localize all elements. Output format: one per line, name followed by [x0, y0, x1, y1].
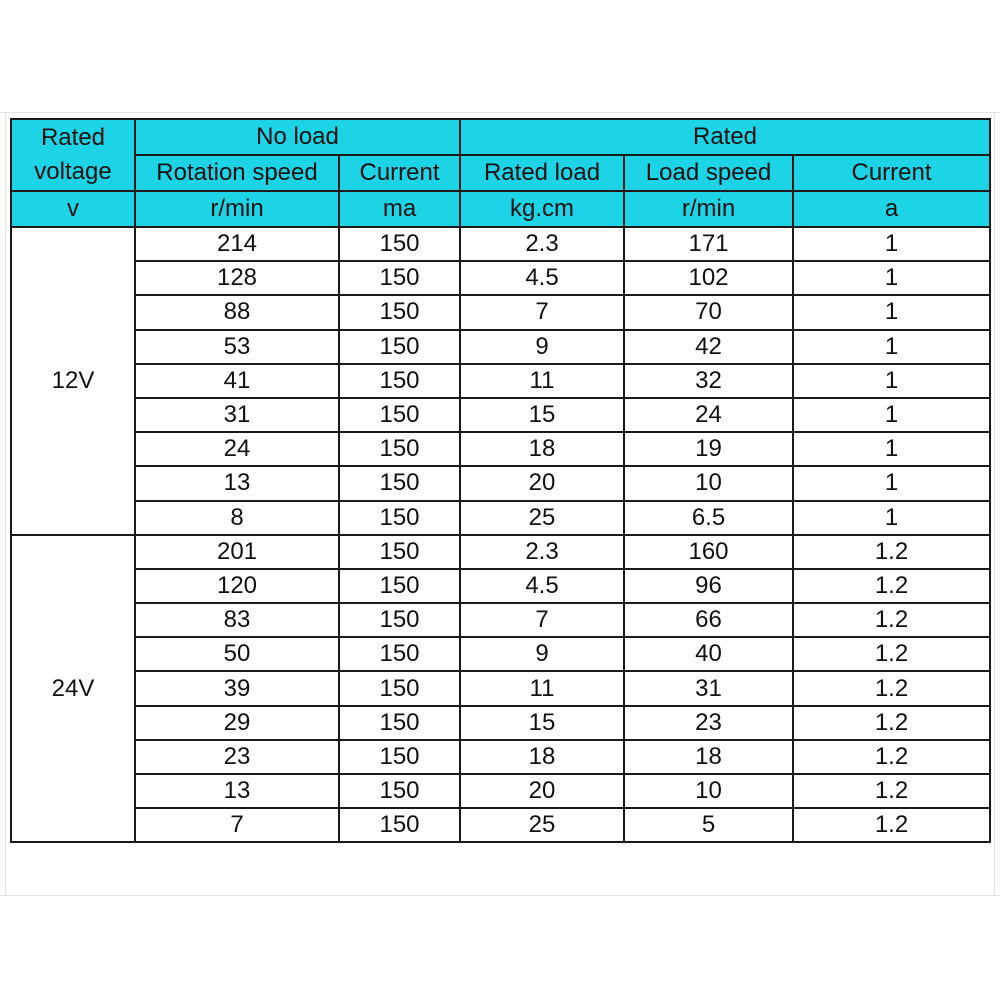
faint-gridline [0, 895, 1000, 896]
no-load-current-cell: 150 [339, 603, 460, 637]
no-load-current-cell: 150 [339, 706, 460, 740]
header-row-groups [11, 119, 990, 155]
no-load-current-cell: 150 [339, 774, 460, 808]
rotation-speed-cell: 83 [135, 603, 339, 637]
rotation-speed-cell: 29 [135, 706, 339, 740]
voltage-group-cell: 24V [11, 535, 135, 843]
rated-current-cell: 1 [793, 364, 990, 398]
rotation-speed-cell: 7 [135, 808, 339, 842]
table-row [11, 330, 990, 364]
rated-current-cell: 1 [793, 330, 990, 364]
no-load-current-cell: 150 [339, 432, 460, 466]
rotation-speed-cell: 41 [135, 364, 339, 398]
no-load-current-cell: 150 [339, 261, 460, 295]
table-row [11, 261, 990, 295]
load-speed-cell: 10 [624, 466, 793, 500]
table-row [11, 432, 990, 466]
rated-header: Rated [460, 119, 990, 155]
rated-load-cell: 2.3 [460, 535, 624, 569]
table-row [11, 295, 990, 329]
no-load-current-cell: 150 [339, 398, 460, 432]
no-load-current-cell: 150 [339, 330, 460, 364]
load-speed-cell: 23 [624, 706, 793, 740]
table-row [11, 501, 990, 535]
rotation-speed-cell: 120 [135, 569, 339, 603]
rated-load-cell: 25 [460, 501, 624, 535]
rotation-speed-cell: 201 [135, 535, 339, 569]
load-speed-cell: 24 [624, 398, 793, 432]
rated-current-cell: 1.2 [793, 671, 990, 705]
rated-voltage-header-line1: Rated [40, 124, 106, 151]
no-load-current-cell: 150 [339, 637, 460, 671]
no-load-current-unit: ma [339, 191, 460, 227]
rated-current-cell: 1.2 [793, 637, 990, 671]
faint-gridline [0, 112, 1000, 113]
load-speed-cell: 160 [624, 535, 793, 569]
no-load-current-cell: 150 [339, 295, 460, 329]
load-speed-cell: 31 [624, 671, 793, 705]
table-row [11, 774, 990, 808]
table-row [11, 671, 990, 705]
load-speed-cell: 18 [624, 740, 793, 774]
rotation-speed-cell: 31 [135, 398, 339, 432]
faint-gridline [994, 112, 995, 895]
rated-current-cell: 1 [793, 432, 990, 466]
rated-load-header: Rated load [460, 155, 624, 191]
rated-current-unit: a [793, 191, 990, 227]
rated-voltage-header [11, 119, 135, 191]
rated-current-cell: 1.2 [793, 706, 990, 740]
table-row [11, 706, 990, 740]
rated-current-cell: 1 [793, 227, 990, 261]
rated-current-cell: 1.2 [793, 535, 990, 569]
rated-load-cell: 9 [460, 330, 624, 364]
rated-load-cell: 18 [460, 740, 624, 774]
load-speed-cell: 66 [624, 603, 793, 637]
table-row [11, 569, 990, 603]
load-speed-cell: 32 [624, 364, 793, 398]
load-speed-unit: r/min [624, 191, 793, 227]
header-row-columns [11, 155, 990, 191]
load-speed-cell: 102 [624, 261, 793, 295]
load-speed-cell: 70 [624, 295, 793, 329]
table-row [11, 535, 990, 569]
rated-load-cell: 18 [460, 432, 624, 466]
rotation-speed-cell: 128 [135, 261, 339, 295]
voltage-unit: v [11, 191, 135, 227]
rated-load-cell: 2.3 [460, 227, 624, 261]
rated-current-cell: 1 [793, 398, 990, 432]
rated-current-cell: 1.2 [793, 774, 990, 808]
table-row [11, 740, 990, 774]
rotation-speed-cell: 24 [135, 432, 339, 466]
rated-load-cell: 11 [460, 671, 624, 705]
no-load-current-cell: 150 [339, 569, 460, 603]
load-speed-cell: 96 [624, 569, 793, 603]
load-speed-cell: 40 [624, 637, 793, 671]
rated-current-header: Current [793, 155, 990, 191]
rated-load-unit: kg.cm [460, 191, 624, 227]
rated-current-cell: 1.2 [793, 569, 990, 603]
rated-load-cell: 9 [460, 637, 624, 671]
no-load-current-cell: 150 [339, 501, 460, 535]
rated-load-cell: 15 [460, 398, 624, 432]
table-row [11, 398, 990, 432]
rated-voltage-header-line2: voltage [34, 158, 112, 185]
load-speed-cell: 5 [624, 808, 793, 842]
table-row [11, 637, 990, 671]
motor-spec-table [10, 118, 991, 843]
rotation-speed-cell: 214 [135, 227, 339, 261]
rotation-speed-cell: 50 [135, 637, 339, 671]
units-row [11, 191, 990, 227]
rotation-speed-cell: 13 [135, 466, 339, 500]
load-speed-cell: 10 [624, 774, 793, 808]
table-row [11, 603, 990, 637]
rated-load-cell: 20 [460, 466, 624, 500]
load-speed-cell: 171 [624, 227, 793, 261]
rotation-speed-cell: 39 [135, 671, 339, 705]
rated-load-cell: 4.5 [460, 261, 624, 295]
rotation-speed-cell: 23 [135, 740, 339, 774]
table-row [11, 808, 990, 842]
rated-load-cell: 11 [460, 364, 624, 398]
rated-load-cell: 15 [460, 706, 624, 740]
load-speed-cell: 19 [624, 432, 793, 466]
no-load-current-cell: 150 [339, 671, 460, 705]
rated-load-cell: 7 [460, 295, 624, 329]
table-row [11, 466, 990, 500]
rated-current-cell: 1 [793, 261, 990, 295]
rated-current-cell: 1.2 [793, 603, 990, 637]
table-row [11, 227, 990, 261]
rated-load-cell: 7 [460, 603, 624, 637]
load-speed-cell: 42 [624, 330, 793, 364]
no-load-current-cell: 150 [339, 466, 460, 500]
no-load-current-cell: 150 [339, 364, 460, 398]
rated-load-cell: 20 [460, 774, 624, 808]
no-load-current-cell: 150 [339, 227, 460, 261]
no-load-header: No load [135, 119, 460, 155]
rated-current-cell: 1 [793, 295, 990, 329]
voltage-group-cell: 12V [11, 227, 135, 535]
rotation-speed-cell: 8 [135, 501, 339, 535]
rated-current-cell: 1 [793, 466, 990, 500]
rotation-speed-cell: 88 [135, 295, 339, 329]
faint-gridline [5, 112, 6, 895]
rotation-speed-cell: 13 [135, 774, 339, 808]
rated-load-cell: 25 [460, 808, 624, 842]
no-load-current-cell: 150 [339, 740, 460, 774]
load-speed-header: Load speed [624, 155, 793, 191]
no-load-current-header: Current [339, 155, 460, 191]
rotation-speed-cell: 53 [135, 330, 339, 364]
rated-current-cell: 1 [793, 501, 990, 535]
rotation-speed-unit: r/min [135, 191, 339, 227]
no-load-current-cell: 150 [339, 808, 460, 842]
table-row [11, 364, 990, 398]
rotation-speed-header: Rotation speed [135, 155, 339, 191]
load-speed-cell: 6.5 [624, 501, 793, 535]
rated-current-cell: 1.2 [793, 808, 990, 842]
no-load-current-cell: 150 [339, 535, 460, 569]
rated-load-cell: 4.5 [460, 569, 624, 603]
rated-current-cell: 1.2 [793, 740, 990, 774]
